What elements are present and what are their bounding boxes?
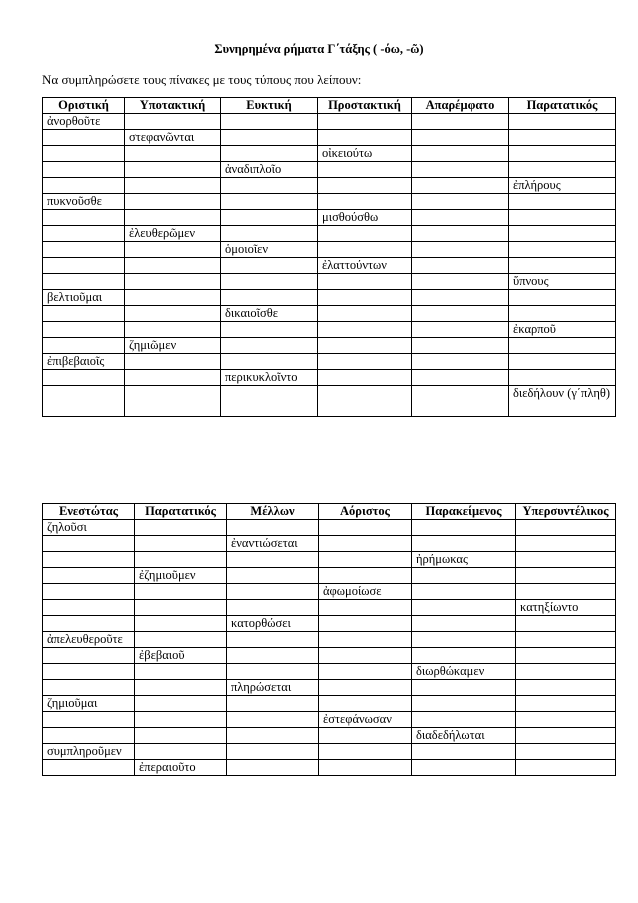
- blank-cell[interactable]: [221, 386, 318, 417]
- table-row: [43, 306, 616, 322]
- blank-cell[interactable]: [509, 194, 616, 210]
- blank-cell[interactable]: [412, 242, 509, 258]
- blank-cell[interactable]: [412, 584, 516, 600]
- blank-cell[interactable]: [412, 178, 509, 194]
- blank-cell[interactable]: [135, 744, 227, 760]
- table-cell: ἐζημιοῦμεν: [135, 568, 227, 584]
- blank-cell[interactable]: [125, 370, 221, 386]
- table-cell: ζηλοῦσι: [43, 520, 135, 536]
- blank-cell[interactable]: [227, 728, 319, 744]
- blank-cell[interactable]: [135, 680, 227, 696]
- header-ypersyntelikos: Υπερσυντέλικος: [516, 504, 616, 520]
- blank-cell[interactable]: [43, 728, 135, 744]
- blank-cell[interactable]: [412, 322, 509, 338]
- blank-cell[interactable]: [318, 242, 412, 258]
- blank-cell[interactable]: [319, 744, 412, 760]
- blank-cell[interactable]: [43, 648, 135, 664]
- blank-cell[interactable]: [135, 552, 227, 568]
- blank-cell[interactable]: [412, 274, 509, 290]
- blank-cell[interactable]: [509, 130, 616, 146]
- table-row: [43, 162, 616, 178]
- table-cell: ὁμοιοῖεν: [221, 242, 318, 258]
- table-cell: περικυκλοῖντο: [221, 370, 318, 386]
- table-cell: πληρώσεται: [227, 680, 319, 696]
- blank-cell[interactable]: [43, 338, 125, 354]
- page-title: Συνηρημένα ρήματα Γ΄τάξης ( -όω, -ῶ): [214, 42, 424, 56]
- table-cell: ἐβεβαιοῦ: [135, 648, 227, 664]
- blank-cell[interactable]: [516, 552, 616, 568]
- table-row: [43, 568, 616, 584]
- blank-cell[interactable]: [516, 664, 616, 680]
- blank-cell[interactable]: [516, 744, 616, 760]
- blank-cell[interactable]: [412, 744, 516, 760]
- table-cell: ἐλευθερῶμεν: [125, 226, 221, 242]
- table-row: [43, 114, 616, 130]
- blank-cell[interactable]: [227, 696, 319, 712]
- blank-cell[interactable]: [43, 274, 125, 290]
- table-cell: ἠρήμωκας: [412, 552, 516, 568]
- table-moods: [42, 97, 616, 417]
- blank-cell[interactable]: [319, 536, 412, 552]
- table-row: [43, 386, 616, 417]
- blank-cell[interactable]: [135, 520, 227, 536]
- blank-cell[interactable]: [221, 194, 318, 210]
- blank-cell[interactable]: [221, 146, 318, 162]
- table-cell: ἀνορθοῦτε: [43, 114, 125, 130]
- header-aoristos: Αόριστος: [319, 504, 412, 520]
- blank-cell[interactable]: [43, 712, 135, 728]
- blank-cell[interactable]: [412, 600, 516, 616]
- blank-cell[interactable]: [319, 632, 412, 648]
- blank-cell[interactable]: [412, 648, 516, 664]
- header-parakeimenos: Παρακείμενος: [412, 504, 516, 520]
- blank-cell[interactable]: [516, 648, 616, 664]
- blank-cell[interactable]: [412, 194, 509, 210]
- blank-cell[interactable]: [125, 306, 221, 322]
- blank-cell[interactable]: [221, 210, 318, 226]
- blank-cell[interactable]: [43, 130, 125, 146]
- blank-cell[interactable]: [227, 744, 319, 760]
- blank-cell[interactable]: [412, 568, 516, 584]
- blank-cell[interactable]: [135, 616, 227, 632]
- table-cell: συμπληροῦμεν: [43, 744, 135, 760]
- table-row: [43, 130, 616, 146]
- blank-cell[interactable]: [412, 616, 516, 632]
- blank-cell[interactable]: [43, 242, 125, 258]
- blank-cell[interactable]: [319, 552, 412, 568]
- blank-cell[interactable]: [227, 568, 319, 584]
- table-header-row: [43, 98, 616, 114]
- table-row: [43, 178, 616, 194]
- blank-cell[interactable]: [227, 712, 319, 728]
- table-cell: ἐπεραιοῦτο: [135, 760, 227, 776]
- table-row: [43, 226, 616, 242]
- blank-cell[interactable]: [125, 210, 221, 226]
- table-cell: διωρθώκαμεν: [412, 664, 516, 680]
- table-row: [43, 258, 616, 274]
- blank-cell[interactable]: [412, 760, 516, 776]
- blank-cell[interactable]: [516, 632, 616, 648]
- table-cell: ἐπιβεβαιοῖς: [43, 354, 125, 370]
- blank-cell[interactable]: [516, 616, 616, 632]
- blank-cell[interactable]: [135, 584, 227, 600]
- table-row: [43, 600, 616, 616]
- blank-cell[interactable]: [318, 322, 412, 338]
- table-cell: ἐστεφάνωσαν: [319, 712, 412, 728]
- blank-cell[interactable]: [318, 306, 412, 322]
- blank-cell[interactable]: [412, 226, 509, 242]
- table-row: [43, 242, 616, 258]
- blank-cell[interactable]: [412, 130, 509, 146]
- blank-cell[interactable]: [221, 338, 318, 354]
- blank-cell[interactable]: [412, 290, 509, 306]
- blank-cell[interactable]: [43, 386, 125, 417]
- table-cell: ὕπνους: [509, 274, 616, 290]
- header-paratatikos: Παρατατικός: [135, 504, 227, 520]
- blank-cell[interactable]: [516, 680, 616, 696]
- table-row: [43, 290, 616, 306]
- blank-cell[interactable]: [509, 370, 616, 386]
- blank-cell[interactable]: [319, 520, 412, 536]
- blank-cell[interactable]: [509, 290, 616, 306]
- table-row: [43, 146, 616, 162]
- blank-cell[interactable]: [135, 728, 227, 744]
- blank-cell[interactable]: [125, 146, 221, 162]
- table-tenses: [42, 503, 616, 776]
- blank-cell[interactable]: [412, 338, 509, 354]
- table-cell: ἐναντιώσεται: [227, 536, 319, 552]
- table-cell: στεφανῶνται: [125, 130, 221, 146]
- blank-cell[interactable]: [412, 210, 509, 226]
- table-row: [43, 370, 616, 386]
- blank-cell[interactable]: [412, 680, 516, 696]
- table-header-row: [43, 504, 616, 520]
- table-row: [43, 632, 616, 648]
- blank-cell[interactable]: [125, 274, 221, 290]
- blank-cell[interactable]: [43, 568, 135, 584]
- blank-cell[interactable]: [319, 696, 412, 712]
- blank-cell[interactable]: [509, 258, 616, 274]
- blank-cell[interactable]: [412, 520, 516, 536]
- blank-cell[interactable]: [135, 632, 227, 648]
- table-cell: ἐκαρποῦ: [509, 322, 616, 338]
- blank-cell[interactable]: [412, 258, 509, 274]
- blank-cell[interactable]: [509, 338, 616, 354]
- table-row: [43, 322, 616, 338]
- table-cell: διεδήλουν (γ΄πληθ): [509, 386, 616, 417]
- blank-cell[interactable]: [227, 760, 319, 776]
- table-body: [43, 114, 616, 417]
- blank-cell[interactable]: [125, 242, 221, 258]
- table-cell: βελτιοῦμαι: [43, 290, 125, 306]
- blank-cell[interactable]: [43, 258, 125, 274]
- blank-cell[interactable]: [516, 584, 616, 600]
- blank-cell[interactable]: [516, 760, 616, 776]
- blank-cell[interactable]: [43, 210, 125, 226]
- blank-cell[interactable]: [43, 322, 125, 338]
- blank-cell[interactable]: [516, 728, 616, 744]
- blank-cell[interactable]: [135, 712, 227, 728]
- blank-cell[interactable]: [135, 600, 227, 616]
- table-row: [43, 664, 616, 680]
- blank-cell[interactable]: [318, 226, 412, 242]
- blank-cell[interactable]: [412, 386, 509, 417]
- blank-cell[interactable]: [227, 520, 319, 536]
- blank-cell[interactable]: [125, 178, 221, 194]
- blank-cell[interactable]: [43, 306, 125, 322]
- blank-cell[interactable]: [319, 664, 412, 680]
- blank-cell[interactable]: [318, 354, 412, 370]
- blank-cell[interactable]: [43, 616, 135, 632]
- blank-cell[interactable]: [509, 242, 616, 258]
- table-cell: δικαιοῖσθε: [221, 306, 318, 322]
- blank-cell[interactable]: [412, 146, 509, 162]
- blank-cell[interactable]: [319, 616, 412, 632]
- blank-cell[interactable]: [319, 760, 412, 776]
- table-row: [43, 616, 616, 632]
- blank-cell[interactable]: [412, 162, 509, 178]
- table-row: [43, 744, 616, 760]
- blank-cell[interactable]: [43, 536, 135, 552]
- blank-cell[interactable]: [125, 354, 221, 370]
- blank-cell[interactable]: [318, 178, 412, 194]
- header-enestotas: Ενεστώτας: [43, 504, 135, 520]
- blank-cell[interactable]: [135, 536, 227, 552]
- table-body: [43, 520, 616, 776]
- blank-cell[interactable]: [509, 306, 616, 322]
- table-row: [43, 680, 616, 696]
- blank-cell[interactable]: [412, 696, 516, 712]
- header-eyktiki: Ευκτική: [221, 98, 318, 114]
- blank-cell[interactable]: [227, 664, 319, 680]
- table-cell: πυκνοῦσθε: [43, 194, 125, 210]
- header-ypotaktiki: Υποτακτική: [125, 98, 221, 114]
- blank-cell[interactable]: [135, 696, 227, 712]
- blank-cell[interactable]: [412, 370, 509, 386]
- blank-cell[interactable]: [43, 370, 125, 386]
- blank-cell[interactable]: [318, 274, 412, 290]
- blank-cell[interactable]: [412, 536, 516, 552]
- table-cell: ἀναδιπλοῖο: [221, 162, 318, 178]
- blank-cell[interactable]: [221, 226, 318, 242]
- table-cell: μισθούσθω: [318, 210, 412, 226]
- blank-cell[interactable]: [43, 146, 125, 162]
- blank-cell[interactable]: [43, 664, 135, 680]
- table-row: [43, 760, 616, 776]
- blank-cell[interactable]: [318, 370, 412, 386]
- table-cell: ἐπλήρους: [509, 178, 616, 194]
- blank-cell[interactable]: [43, 600, 135, 616]
- blank-cell[interactable]: [221, 258, 318, 274]
- blank-cell[interactable]: [43, 226, 125, 242]
- table-cell: ζημιοῦμαι: [43, 696, 135, 712]
- blank-cell[interactable]: [318, 162, 412, 178]
- table-row: [43, 520, 616, 536]
- header-paratatikos: Παρατατικός: [509, 98, 616, 114]
- table-row: [43, 338, 616, 354]
- blank-cell[interactable]: [509, 210, 616, 226]
- table-cell: ἀπελευθεροῦτε: [43, 632, 135, 648]
- blank-cell[interactable]: [227, 648, 319, 664]
- blank-cell[interactable]: [318, 386, 412, 417]
- table-cell: κατηξίωντο: [516, 600, 616, 616]
- blank-cell[interactable]: [509, 226, 616, 242]
- blank-cell[interactable]: [412, 306, 509, 322]
- header-prostaktiki: Προστακτική: [318, 98, 412, 114]
- blank-cell[interactable]: [221, 114, 318, 130]
- blank-cell[interactable]: [412, 354, 509, 370]
- blank-cell[interactable]: [125, 386, 221, 417]
- blank-cell[interactable]: [516, 520, 616, 536]
- blank-cell[interactable]: [319, 648, 412, 664]
- blank-cell[interactable]: [125, 114, 221, 130]
- blank-cell[interactable]: [43, 162, 125, 178]
- blank-cell[interactable]: [43, 680, 135, 696]
- instruction-text: Να συμπληρώσετε τους πίνακες με τους τύπους που λείπουν:: [42, 72, 362, 87]
- blank-cell[interactable]: [516, 568, 616, 584]
- blank-cell[interactable]: [221, 354, 318, 370]
- table-row: [43, 728, 616, 744]
- blank-cell[interactable]: [516, 536, 616, 552]
- blank-cell[interactable]: [516, 696, 616, 712]
- table-row: [43, 584, 616, 600]
- blank-cell[interactable]: [221, 178, 318, 194]
- blank-cell[interactable]: [221, 274, 318, 290]
- blank-cell[interactable]: [509, 162, 616, 178]
- table-row: [43, 354, 616, 370]
- table-cell: κατορθώσει: [227, 616, 319, 632]
- blank-cell[interactable]: [319, 728, 412, 744]
- table-cell: ἐλαττούντων: [318, 258, 412, 274]
- table-cell: ἀφωμοίωσε: [319, 584, 412, 600]
- blank-cell[interactable]: [412, 632, 516, 648]
- table-row: [43, 194, 616, 210]
- blank-cell[interactable]: [227, 584, 319, 600]
- blank-cell[interactable]: [319, 568, 412, 584]
- blank-cell[interactable]: [227, 632, 319, 648]
- table-row: [43, 696, 616, 712]
- table-row: [43, 552, 616, 568]
- blank-cell[interactable]: [125, 258, 221, 274]
- blank-cell[interactable]: [509, 354, 616, 370]
- table-cell: οἰκειούτω: [318, 146, 412, 162]
- blank-cell[interactable]: [227, 600, 319, 616]
- blank-cell[interactable]: [221, 322, 318, 338]
- table-cell: διαδεδήλωται: [412, 728, 516, 744]
- blank-cell[interactable]: [318, 338, 412, 354]
- blank-cell[interactable]: [318, 290, 412, 306]
- header-aparemfato: Απαρέμφατο: [412, 98, 509, 114]
- blank-cell[interactable]: [509, 114, 616, 130]
- table-row: [43, 648, 616, 664]
- blank-cell[interactable]: [221, 290, 318, 306]
- table-cell: ζημιῶμεν: [125, 338, 221, 354]
- blank-cell[interactable]: [412, 114, 509, 130]
- blank-cell[interactable]: [43, 760, 135, 776]
- blank-cell[interactable]: [43, 584, 135, 600]
- blank-cell[interactable]: [516, 712, 616, 728]
- blank-cell[interactable]: [509, 146, 616, 162]
- blank-cell[interactable]: [318, 194, 412, 210]
- table-row: [43, 274, 616, 290]
- blank-cell[interactable]: [412, 712, 516, 728]
- blank-cell[interactable]: [318, 130, 412, 146]
- blank-cell[interactable]: [43, 178, 125, 194]
- blank-cell[interactable]: [319, 600, 412, 616]
- table-row: [43, 536, 616, 552]
- blank-cell[interactable]: [125, 194, 221, 210]
- header-oristiki: Οριστική: [43, 98, 125, 114]
- blank-cell[interactable]: [227, 552, 319, 568]
- blank-cell[interactable]: [318, 114, 412, 130]
- blank-cell[interactable]: [221, 130, 318, 146]
- blank-cell[interactable]: [319, 680, 412, 696]
- blank-cell[interactable]: [43, 552, 135, 568]
- blank-cell[interactable]: [125, 162, 221, 178]
- table-row: [43, 210, 616, 226]
- blank-cell[interactable]: [135, 664, 227, 680]
- blank-cell[interactable]: [125, 322, 221, 338]
- blank-cell[interactable]: [125, 290, 221, 306]
- table-row: [43, 712, 616, 728]
- header-mellon: Μέλλων: [227, 504, 319, 520]
